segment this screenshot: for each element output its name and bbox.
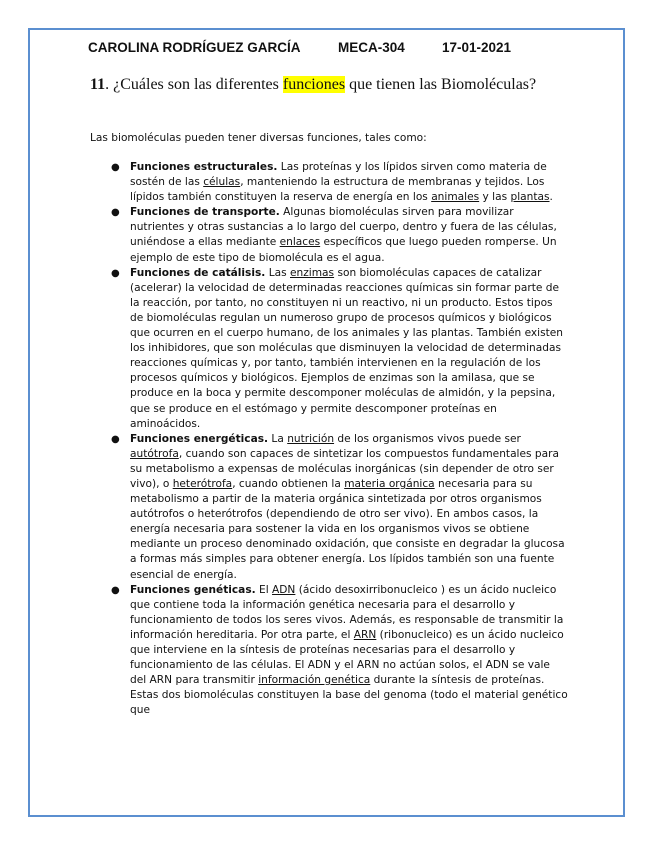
item-title: Funciones estructurales. <box>130 161 278 173</box>
functions-list <box>108 160 568 744</box>
bullet-icon: ● <box>111 584 120 596</box>
link-adn[interactable]: ADN <box>272 583 296 596</box>
item-text: , cuando obtienen la <box>232 477 345 490</box>
item-title: Funciones genéticas. <box>130 583 256 596</box>
bullet-icon: ● <box>111 162 120 173</box>
author-name: CAROLINA RODRÍGUEZ GARCÍA <box>88 40 301 55</box>
item-text: La <box>268 432 288 445</box>
link-materia-organica[interactable]: materia orgánica <box>344 477 435 490</box>
list-item-genetic <box>108 583 568 719</box>
item-title: Funciones de transporte. <box>130 206 280 219</box>
link-plantas[interactable]: plantas <box>510 191 550 204</box>
link-enlaces[interactable]: enlaces <box>279 236 321 249</box>
item-text: son biomoléculas capaces de catalizar (acelerar) la velocidad de determinadas reacciones químicas sin formar parte de la reacción, por tanto, no constituyen ni un reactivo, ni un producto. Estos tipos de biomoléculas regulan un numeroso grupo de procesos químicos y biológicos que ocurren en el cuerpo humano, de los animales y las plantas. También existen los inhibidores, que son moléculas que disminuyen la velocidad de determinadas reacciones químicas y, por tanto, también intervienen en la regulación de los procesos químicos y biológicos. Ejemplos de enzimas son la amilasa, que se produce en la boca y permite descomponer moléculas de almidón, y la pepsina, que se produce en el estómago y permite descomponer proteínas en aminoácidos. <box>130 266 564 430</box>
question-number: 11 <box>90 76 106 93</box>
list-item-structural <box>108 160 568 205</box>
item-text: específicos que luego pueden romperse. Un ejemplo de este tipo de biomolécula es el agua. <box>130 236 557 264</box>
item-text: y las <box>479 191 511 204</box>
bullet-icon: ● <box>111 433 120 445</box>
link-autotrofa[interactable]: autótrofa <box>130 447 179 460</box>
list-item-transport <box>108 205 568 265</box>
intro-paragraph: Las biomoléculas pueden tener diversas funciones, tales como: <box>90 132 427 144</box>
item-text: , cuando son capaces de sintetizar los compuestos fundamentales para su metabolismo a expensas de moléculas inorgánicas (sin depender de otro ser vivo), o <box>130 447 559 490</box>
link-nutricion[interactable]: nutrición <box>287 432 335 445</box>
bullet-icon: ● <box>111 207 120 219</box>
item-title: Funciones de catálisis. <box>130 266 266 279</box>
link-informacion-genetica[interactable]: información genética <box>258 674 371 687</box>
link-animales[interactable]: animales <box>431 191 480 204</box>
link-heterotrofa[interactable]: heterótrofa <box>172 477 233 490</box>
link-arn[interactable]: ARN <box>353 628 377 641</box>
item-text: El <box>255 583 273 596</box>
document-header <box>88 40 588 55</box>
item-text: Algunas biomoléculas sirven para movilizar nutrientes y otras sustancias a lo largo del cuerpo, dentro y fuera de las células, uniéndose a ellas mediante <box>130 206 557 249</box>
item-text: (ribonucleico) es un ácido nucleico que interviene en la síntesis de proteínas necesarias para el desarrollo y funcionamiento de las células. El ADN y el ARN no actúan solos, el ADN se vale del ARN para transmitir <box>130 628 564 687</box>
item-text: , manteniendo la estructura de membranas y tejidos. Los lípidos también constituyen la reserva de energía en los <box>130 176 545 204</box>
document-date: 17-01-2021 <box>442 40 512 55</box>
item-title: Funciones energéticas. <box>130 432 269 445</box>
link-celulas[interactable]: células <box>203 176 241 189</box>
item-text: de los organismos vivos puede ser <box>334 432 521 445</box>
item-text: durante la síntesis de proteínas. Estas dos biomoléculas constituyen la base del genoma (todo el material genético que <box>130 674 568 717</box>
question-text-end: que tienen las Biomoléculas? <box>345 76 537 93</box>
list-item-catalysis <box>108 266 568 432</box>
question-text-start: . ¿Cuáles son las diferentes <box>105 76 283 93</box>
list-item-energy <box>108 432 568 583</box>
item-text: Las proteínas y los lípidos sirven como materia de sostén de las <box>130 161 547 189</box>
question-heading <box>90 75 570 94</box>
link-enzimas[interactable]: enzimas <box>290 266 335 279</box>
item-text: . <box>549 191 553 204</box>
item-text: necesaria para su metabolismo a partir de la materia orgánica sintetizada por otros organismos autótrofos o heterótrofos (dependiendo de otro ser vivo). En ambos casos, la energía necesaria para sostener la vida en los organismos vivos se obtiene mediante un proceso denominado oxidación, que consiste en degradar la glucosa a formas más simples para obtener energía. Los lípidos también son una fuente esencial de energía. <box>130 477 565 581</box>
course-code: MECA-304 <box>338 40 405 55</box>
highlighted-word: funciones <box>282 76 346 93</box>
item-text: (ácido desoxirribonucleico ) es un ácido nucleico que contiene toda la información genética necesaria para el desarrollo y funcionamiento de todos los seres vivos. Además, es responsable de transmitir la información hereditaria. Por otra parte, el <box>130 583 564 641</box>
bullet-icon: ● <box>111 267 120 279</box>
item-text: Las <box>265 266 290 279</box>
